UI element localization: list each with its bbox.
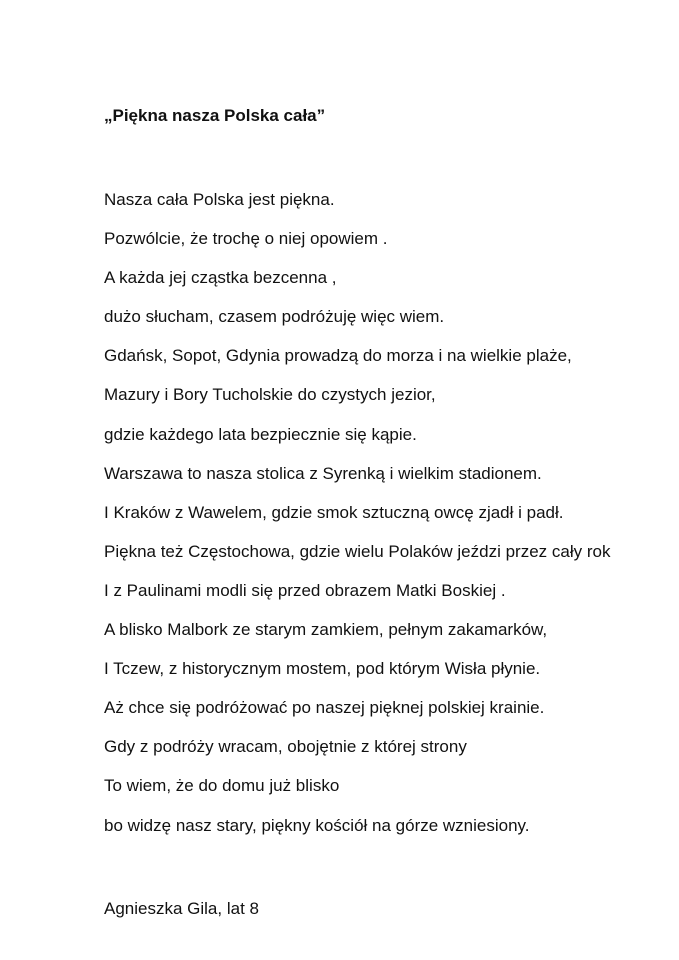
author-signature: Agnieszka Gila, lat 8	[104, 899, 259, 918]
poem-line: gdzie każdego lata bezpiecznie się kąpie.	[104, 424, 417, 444]
poem-line: A każda jej cząstka bezcenna ,	[104, 268, 337, 288]
poem-body	[104, 188, 610, 853]
poem-line: Pozwólcie, że trochę o niej opowiem .	[104, 229, 388, 249]
poem-line: Aż chce się podróżować po naszej pięknej polskiej krainie.	[104, 698, 545, 718]
poem-line: Mazury i Bory Tucholskie do czystych jezior,	[104, 385, 436, 405]
poem-line: Nasza cała Polska jest piękna.	[104, 190, 335, 209]
poem-line: I z Paulinami modli się przed obrazem Matki Boskiej .	[104, 580, 506, 600]
poem-line: To wiem, że do domu już blisko	[104, 776, 340, 796]
poem-line: bo widzę nasz stary, piękny kościół na górze wzniesiony.	[104, 815, 530, 835]
poem-line: dużo słucham, czasem podróżuję więc wiem.	[104, 307, 445, 327]
poem-line: I Kraków z Wawelem, gdzie smok sztuczną owcę zjadł i padł.	[104, 502, 564, 522]
poem-title: „Piękna nasza Polska cała”	[104, 106, 326, 125]
poem-line: Gdy z podróży wracam, obojętnie z której strony	[104, 737, 467, 757]
poem-line: I Tczew, z historycznym mostem, pod którym Wisła płynie.	[104, 659, 541, 679]
poem-line: A blisko Malbork ze starym zamkiem, pełnym zakamarków,	[104, 620, 548, 640]
poem-line: Gdańsk, Sopot, Gdynia prowadzą do morza i na wielkie plaże,	[104, 346, 572, 366]
poem-line: Piękna też Częstochowa, gdzie wielu Polaków jeździ przez cały rok	[104, 541, 611, 561]
poem-line: Warszawa to nasza stolica z Syrenką i wielkim stadionem.	[104, 463, 542, 483]
